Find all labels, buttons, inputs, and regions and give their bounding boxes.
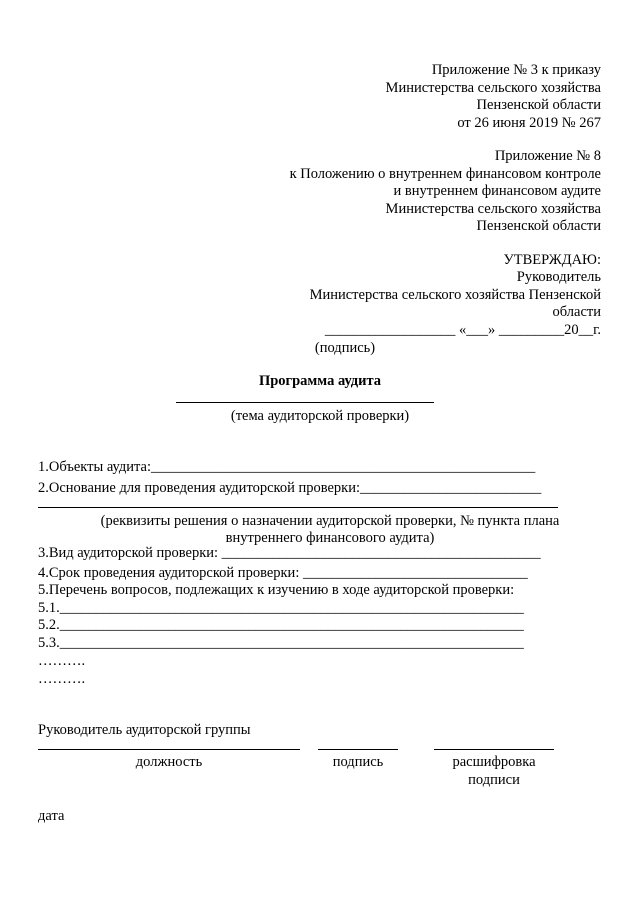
basis-caption-line2: внутреннего финансового аудита) — [225, 530, 435, 546]
approve-org-line1: Министерства сельского хозяйства Пензенской — [309, 287, 601, 303]
question-5-1: 5.1.________________________________________________________________ — [38, 600, 524, 616]
ellipsis-line-2: ………. — [38, 671, 86, 687]
basis-caption-line1: (реквизиты решения о назначении аудиторской проверки, № пункта плана — [100, 513, 560, 529]
signature-underline — [318, 749, 398, 750]
field-type: 3.Вид аудиторской проверки: ____________________________________________ — [38, 545, 541, 561]
approve-org-line2: области — [552, 304, 601, 320]
decode-caption-line1: расшифровка — [452, 754, 536, 770]
field-questions: 5.Перечень вопросов, подлежащих к изучению в ходе аудиторской проверки: — [38, 582, 515, 598]
question-5-3: 5.3.________________________________________________________________ — [38, 635, 524, 651]
approve-role: Руководитель — [516, 269, 601, 285]
date-label: дата — [38, 808, 65, 824]
decode-caption-line2: подписи — [468, 772, 520, 788]
field-objects: 1.Объекты аудита:_____________________________________________________ — [38, 459, 536, 475]
annex8-line4: Министерства сельского хозяйства — [385, 201, 601, 217]
ellipsis-line-1: ………. — [38, 653, 86, 669]
position-underline — [38, 749, 300, 750]
approve-sign-line: __________________ «___» _________20__г. — [324, 322, 601, 338]
topic-underline — [176, 402, 434, 403]
decode-underline — [434, 749, 554, 750]
group-head-label: Руководитель аудиторской группы — [38, 722, 251, 738]
question-5-2: 5.2.________________________________________________________________ — [38, 617, 524, 633]
annex3-line4: от 26 июня 2019 № 267 — [457, 115, 601, 131]
annex8-line3: и внутреннем финансовом аудите — [393, 183, 601, 199]
field-term: 4.Срок проведения аудиторской проверки: _______________________________ — [38, 565, 528, 581]
program-title: Программа аудита — [258, 373, 382, 389]
approve-title: УТВЕРЖДАЮ: — [503, 252, 601, 268]
signature-caption: подпись — [332, 754, 384, 770]
approve-sign-caption: (подпись) — [314, 340, 376, 356]
annex8-line5: Пензенской области — [476, 218, 601, 234]
field-basis: 2.Основание для проведения аудиторской проверки:_________________________ — [38, 480, 542, 496]
annex3-line3: Пензенской области — [476, 97, 601, 113]
basis-underline — [38, 507, 558, 508]
topic-caption: (тема аудиторской проверки) — [230, 408, 410, 424]
annex8-line1: Приложение № 8 — [494, 148, 601, 164]
position-caption: должность — [135, 754, 203, 770]
annex3-line2: Министерства сельского хозяйства — [385, 80, 601, 96]
annex8-line2: к Положению о внутреннем финансовом контроле — [289, 166, 601, 182]
annex3-line1: Приложение № 3 к приказу — [431, 62, 601, 78]
